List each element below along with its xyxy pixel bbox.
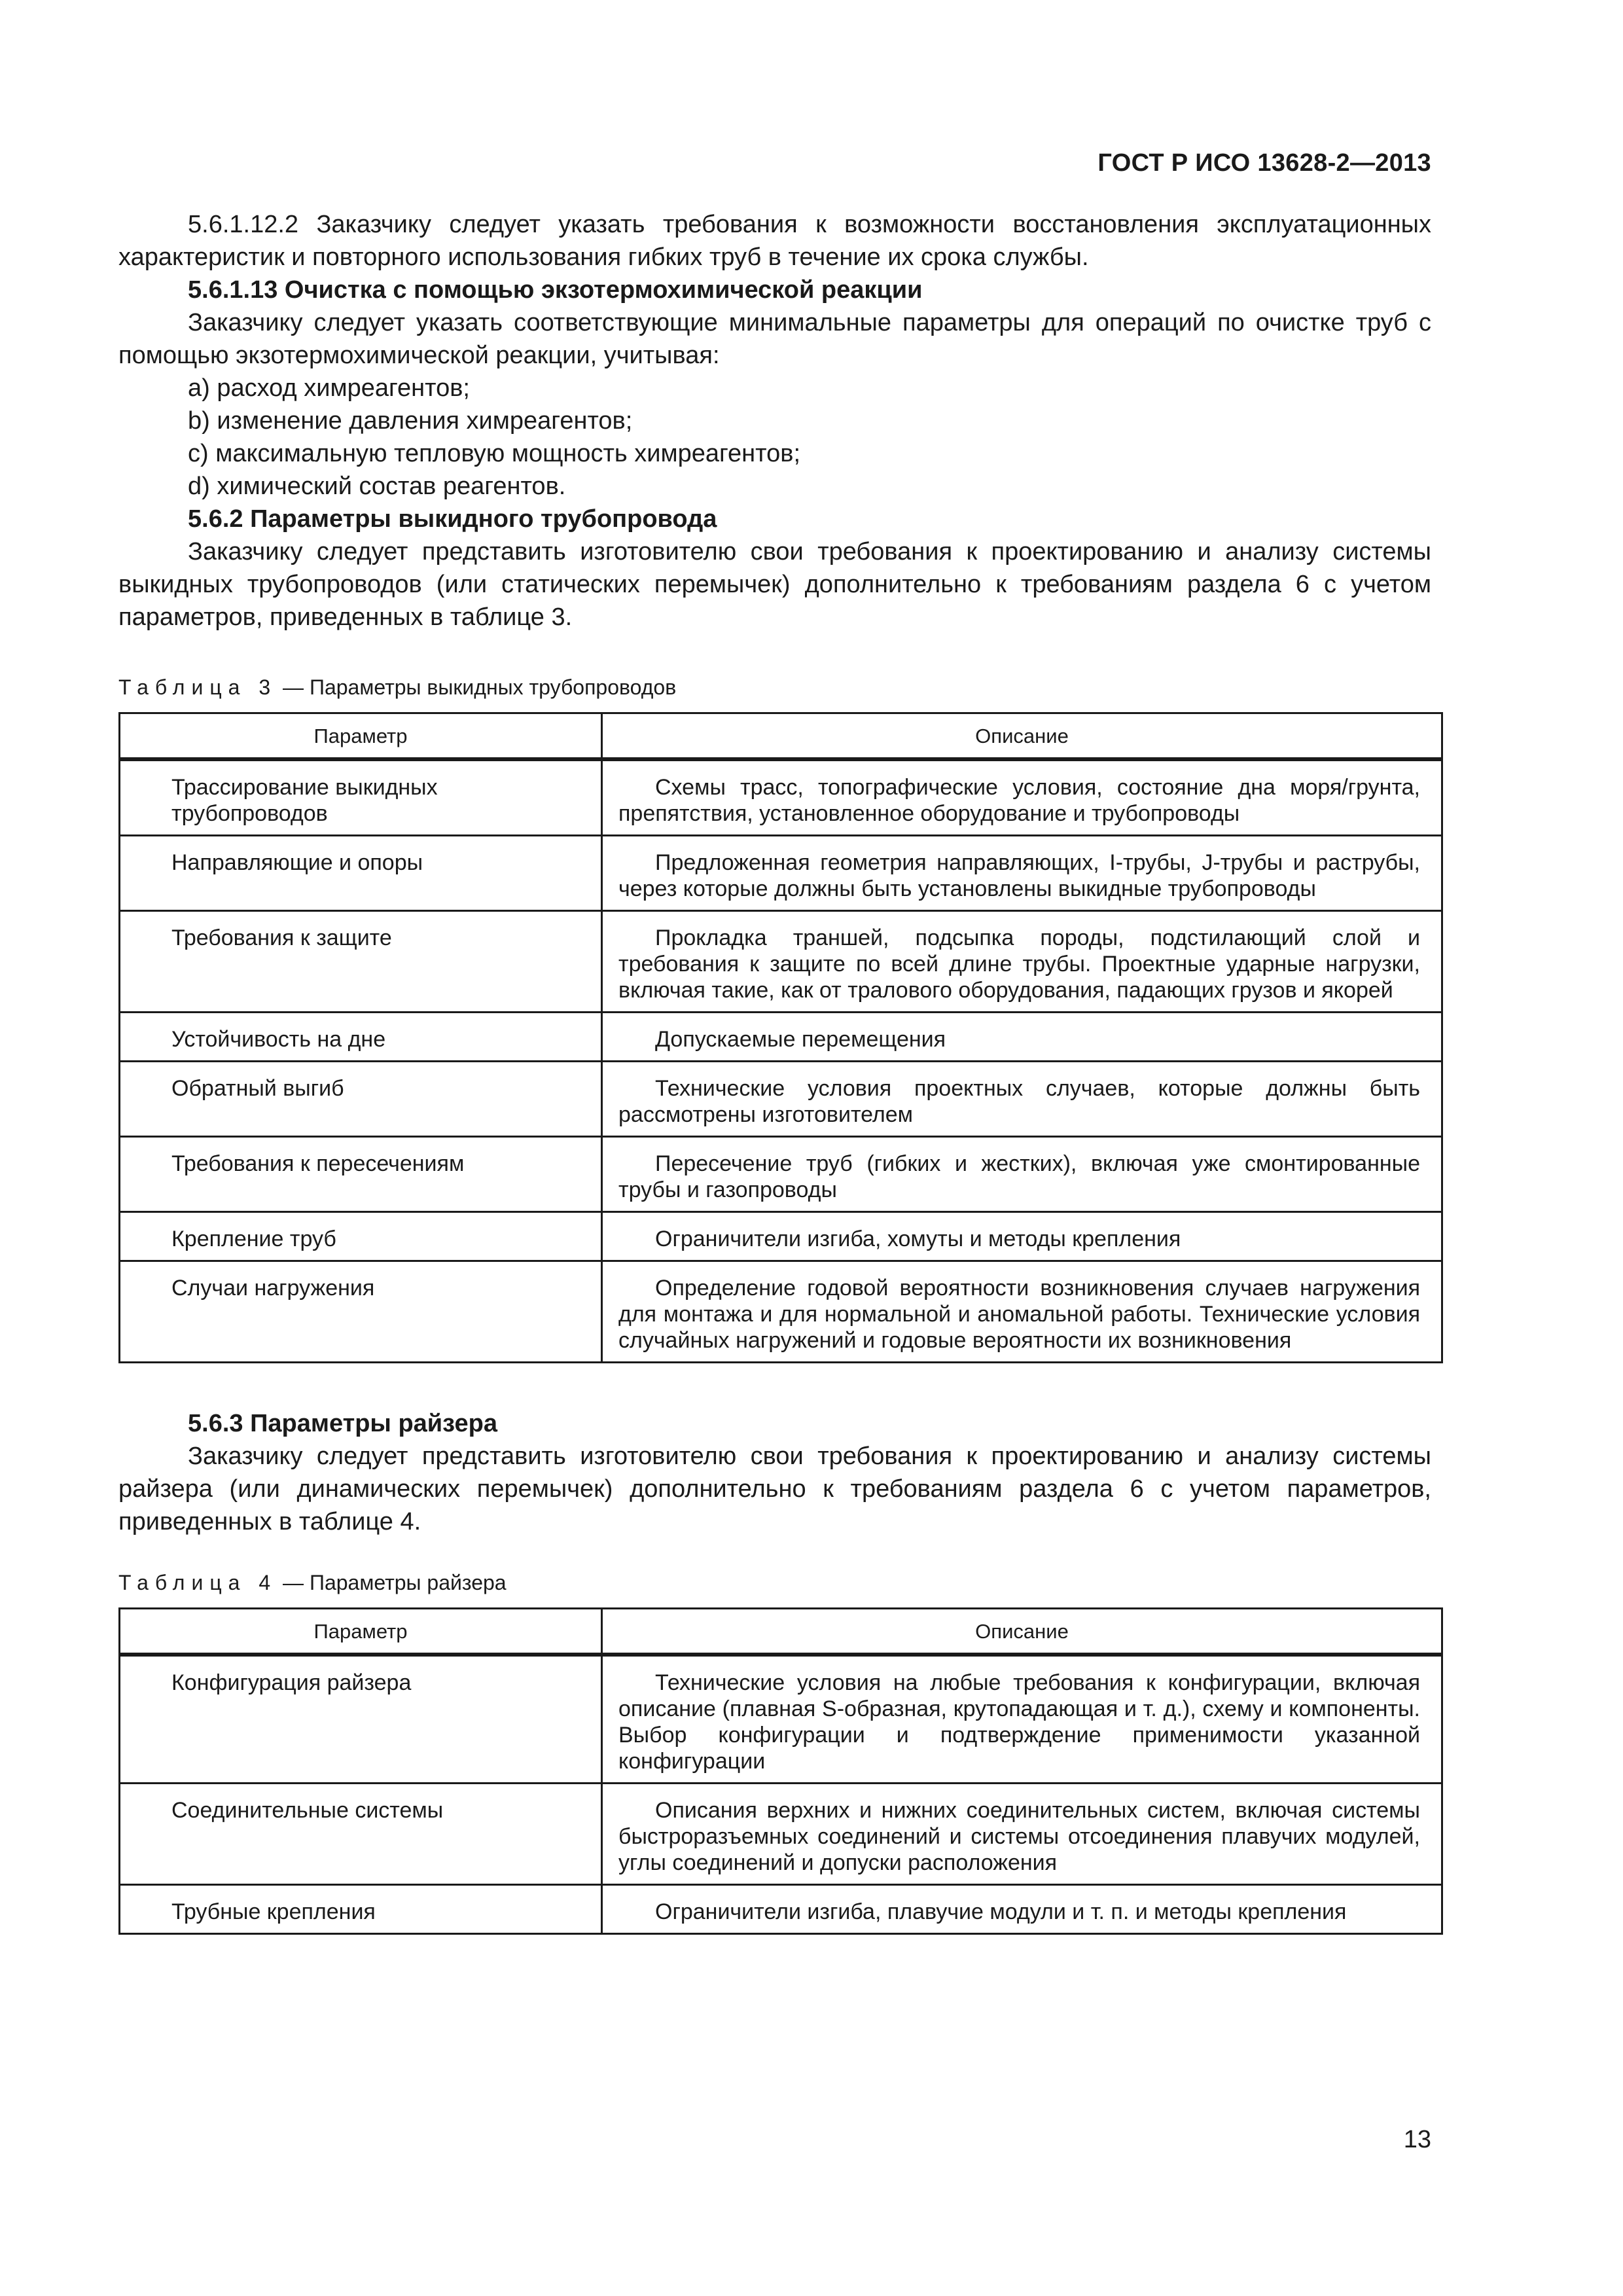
table-row: [120, 1212, 1442, 1261]
table-row: [120, 911, 1442, 1013]
heading-563: 5.6.3 Параметры райзера: [188, 1410, 498, 1437]
desc-text: Пересечение труб (гибких и жестких), включая уже смонтированные трубы и газопроводы: [618, 1151, 1420, 1202]
desc-cell: [602, 1013, 1442, 1062]
param-text: Устойчивость на дне: [171, 1027, 386, 1052]
table3-caption-label: Таблица 3: [118, 675, 277, 699]
param-cell: [120, 1137, 602, 1212]
param-text: Трассирование выкидных трубопроводов: [171, 775, 438, 826]
table-row: [120, 1885, 1442, 1934]
desc-cell: [602, 1261, 1442, 1363]
desc-cell: [602, 1212, 1442, 1261]
table-header-row: [120, 1609, 1442, 1655]
desc-text: Схемы трасс, топографические условия, состояние дна моря/грунта, препятствия, установленное оборудование и трубопроводы: [618, 775, 1420, 826]
heading-562: 5.6.2 Параметры выкидного трубопровода: [188, 505, 717, 533]
param-cell: [120, 1261, 602, 1363]
column-header-param: Параметр: [120, 1609, 602, 1655]
paragraph-56112: 5.6.1.12.2 Заказчику следует указать требования к возможности восстановления эксплуатационных характеристик и повторного использования гибких труб в течение их срока службы.: [118, 211, 1431, 271]
body-text-top: [118, 208, 1431, 634]
table-3: [118, 712, 1443, 1363]
paragraph-563: Заказчику следует представить изготовителю свои требования к проектированию и анализу системы райзера (или динамических перемычек) дополнительно к требованиям раздела 6 с учетом параметров, приведенных в таблице 4.: [118, 1443, 1431, 1535]
table-row: [120, 1062, 1442, 1137]
column-header-param: Параметр: [120, 713, 602, 760]
list-item: b) изменение давления химреагентов;: [188, 407, 633, 435]
desc-cell: [602, 836, 1442, 911]
desc-cell: [602, 759, 1442, 836]
param-cell: [120, 1885, 602, 1934]
table-row: [120, 759, 1442, 836]
table-row: [120, 1784, 1442, 1885]
param-text: Направляющие и опоры: [171, 850, 423, 875]
document-code: ГОСТ Р ИСО 13628-2—2013: [1097, 149, 1431, 177]
desc-text: Технические условия на любые требования к конфигурации, включая описание (плавная S-образная, крутопадающая и т. д.), схему и компоненты. Выбор конфигурации и подтверждение применимости указанной конфигурации: [618, 1670, 1420, 1774]
param-cell: [120, 1013, 602, 1062]
param-cell: [120, 1655, 602, 1784]
table-row: [120, 836, 1442, 911]
param-cell: [120, 1212, 602, 1261]
paragraph-562: Заказчику следует представить изготовителю свои требования к проектированию и анализу системы выкидных трубопроводов (или статических перемычек) дополнительно к требованиям раздела 6 с учетом параметров, приведенных в таблице 3.: [118, 538, 1431, 631]
column-header-desc: Описание: [602, 1609, 1442, 1655]
list-item: a) расход химреагентов;: [188, 374, 470, 402]
param-text: Конфигурация райзера: [171, 1670, 412, 1695]
param-cell: [120, 911, 602, 1013]
desc-text: Прокладка траншей, подсыпка породы, подстилающий слой и требования к защите по всей длине трубы. Проектные ударные нагрузки, включая такие, как от тралового оборудования, падающих грузов и якорей: [618, 925, 1420, 1003]
param-text: Требования к защите: [171, 925, 392, 950]
param-text: Трубные крепления: [171, 1899, 376, 1924]
table-row: [120, 1655, 1442, 1784]
table4-caption-title: — Параметры райзера: [277, 1571, 507, 1594]
desc-cell: [602, 1885, 1442, 1934]
table4-caption: [118, 1570, 507, 1596]
param-cell: [120, 1784, 602, 1885]
param-cell: [120, 1062, 602, 1137]
paragraph-56113-intro: Заказчику следует указать соответствующие минимальные параметры для операций по очистке труб с помощью экзотермохимической реакции, учитывая:: [118, 309, 1431, 369]
desc-text: Ограничители изгиба, плавучие модули и т. п. и методы крепления: [655, 1899, 1347, 1924]
desc-text: Предложенная геометрия направляющих, I-трубы, J-трубы и раструбы, через которые должны быть установлены выкидные трубопроводы: [618, 850, 1420, 901]
list-item: c) максимальную тепловую мощность химреагентов;: [188, 440, 801, 467]
param-cell: [120, 836, 602, 911]
desc-text: Ограничители изгиба, хомуты и методы крепления: [655, 1227, 1181, 1251]
param-cell: [120, 759, 602, 836]
table-row: [120, 1013, 1442, 1062]
body-text-563: [118, 1407, 1431, 1538]
desc-text: Определение годовой вероятности возникновения случаев нагружения для монтажа и для нормальной и аномальной работы. Технические условия случайных нагружений и годовые вероятности их возникновения: [618, 1276, 1420, 1353]
heading-56113: 5.6.1.13 Очистка с помощью экзотермохимической реакции: [188, 276, 923, 304]
list-item: d) химический состав реагентов.: [188, 473, 566, 500]
desc-cell: [602, 911, 1442, 1013]
desc-cell: [602, 1062, 1442, 1137]
param-text: Крепление труб: [171, 1227, 336, 1251]
table-row: [120, 1137, 1442, 1212]
table4-caption-label: Таблица 4: [118, 1571, 277, 1594]
desc-text: Технические условия проектных случаев, которые должны быть рассмотрены изготовителем: [618, 1076, 1420, 1127]
desc-text: Допускаемые перемещения: [655, 1027, 946, 1052]
table-4: [118, 1607, 1443, 1935]
table-header-row: [120, 713, 1442, 760]
desc-cell: [602, 1655, 1442, 1784]
param-text: Случаи нагружения: [171, 1276, 375, 1300]
desc-text: Описания верхних и нижних соединительных систем, включая системы быстроразъемных соединений и системы отсоединения плавучих модулей, углы соединений и допуски расположения: [618, 1798, 1420, 1875]
table3-caption-title: — Параметры выкидных трубопроводов: [277, 675, 677, 699]
column-header-desc: Описание: [602, 713, 1442, 760]
param-text: Обратный выгиб: [171, 1076, 344, 1101]
param-text: Требования к пересечениям: [171, 1151, 465, 1176]
desc-cell: [602, 1137, 1442, 1212]
table3-caption: [118, 674, 676, 700]
desc-cell: [602, 1784, 1442, 1885]
page-number: 13: [1403, 2126, 1431, 2153]
param-text: Соединительные системы: [171, 1798, 444, 1823]
table-row: [120, 1261, 1442, 1363]
